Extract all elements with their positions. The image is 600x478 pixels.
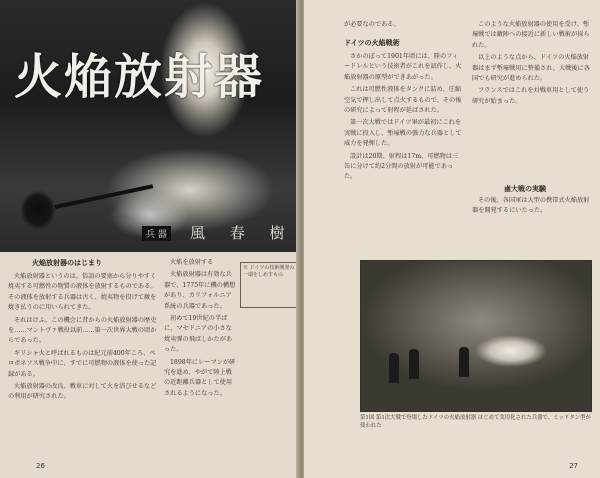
paragraph: このような火焔放射器の使用を受け、塹壕戦では敵陣への接近に新しい戦術が採られた。	[472, 21, 590, 49]
paragraph: 1898年にレーマンが研究を進め、やがて陸上戦の近距離兵器として使用されるようになった。	[164, 358, 236, 397]
hero-photo	[0, 0, 300, 252]
flamethrower-nozzle	[55, 184, 154, 209]
figure-caption: 第1図 第1次大戦で登場したドイツの火焔放射器 はじめて実用化された兵器で、ミッドタン型が使われた	[360, 415, 591, 429]
page-number: 27	[569, 462, 578, 470]
soldier-figure	[459, 347, 469, 377]
body-column-middle	[164, 258, 236, 401]
paragraph: 以上のような点から、ドイツの火焔放射器はまず塹壕戦用に整備され、大戦後に各国でも研究が進められた。	[472, 54, 590, 83]
paragraph: その後、各国軍は大型の携帯式火焔放射器を開発するにいたった。	[472, 197, 590, 215]
paragraph: 火焔を放射する	[170, 259, 214, 266]
paragraph: それはけふ、この機会に昔からの火焔放射器の歴史を……マントヴァ戦役以前……第一次世界大戦の頃からであった。	[8, 316, 157, 345]
body-column-c	[472, 196, 592, 219]
section-heading: 鹵大戦の実験	[504, 185, 546, 193]
sidebar-note: ※ ドイツの技術開発の一端をしめすもの	[240, 262, 300, 308]
soldier-silhouette	[18, 190, 60, 230]
section-heading: ドイツの火焔戦術	[344, 39, 400, 47]
paragraph: ギリシャ火と呼ばれるものは紀元前400年ころ、ペロポネソス戦争中に、すでに可燃物の液体を使った記録がある。	[8, 349, 157, 378]
paragraph: 火焔放射器の改良、戦車に対して火を浴びせるなどの利用が研究された。	[8, 383, 157, 401]
paragraph: フランスではこれを対戦車用として使う研究が始まった。	[472, 87, 590, 105]
section-heading: 火焔放射器のはじまり	[32, 259, 102, 267]
body-column-a	[344, 52, 462, 185]
paragraph: 初めて19世紀の半ばに、マセドニアの小さな焼夷弾の飛ばしかたがあった。	[164, 315, 233, 354]
body-column-b	[472, 20, 592, 109]
article-title: 火焔放射器	[14, 49, 265, 105]
paragraph: 火焔放射器は有効な兵器で、1775年に機の構想があり、カリフォルニア系統の兵器であった。	[164, 271, 236, 310]
soldier-figure	[389, 353, 399, 383]
paragraph: 設計は20期、射程は17m、可燃物は三缶に分けて約2分間の放射が可能であった。	[344, 152, 459, 181]
intro-line: が必要なのである。	[344, 21, 400, 28]
paragraph: さかのぼって1901年頃には、陸のフィードレルという技術者がこれを試作し、火焔放射器の原型ができあがった。	[344, 53, 462, 81]
page-number: 26	[36, 462, 45, 470]
paragraph: 火焔放射器というのは、俗語の要塞から分りやすく焼夷する可燃性の物質の液体を放射するものである。その液体を放射する兵器は古く、焼夷物を投げて敵を焼き払うのに用いられてきた。	[8, 273, 157, 312]
category-badge: 兵 器	[142, 226, 171, 241]
paragraph: これは可燃性液体をタンクに詰め、圧縮空気で押し出して点火するもので、その後の研究によって射程が延ばされた。	[344, 86, 462, 115]
soldier-figure	[409, 349, 419, 379]
author-name: 風 春 樹	[190, 224, 295, 242]
paragraph: 第一次大戦ではドイツ軍が最初にこれを実戦に投入し、塹壕戦の強力な兵器として威力を発揮した。	[344, 119, 462, 148]
figure-photo	[360, 260, 592, 412]
body-column-left	[8, 272, 158, 405]
